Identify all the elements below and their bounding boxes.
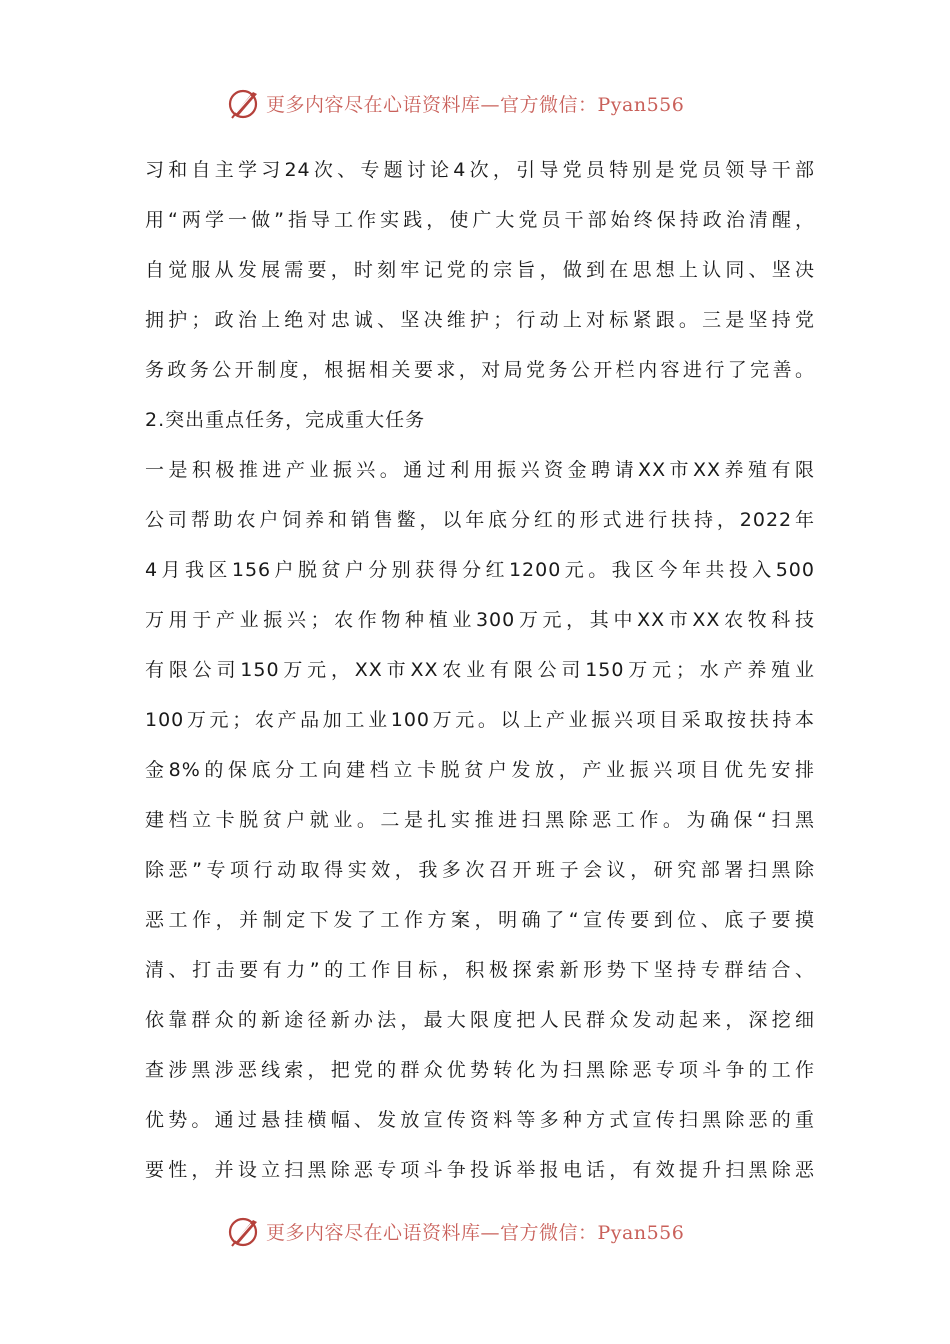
quill-pen-logo-icon bbox=[226, 85, 262, 121]
quill-pen-logo-icon bbox=[226, 1213, 262, 1249]
body-line: 4月我区156户脱贫户分别获得分红1200元。我区今年共投入500 bbox=[145, 559, 815, 581]
body-line: 100万元；农产品加工业100万元。以上产业振兴项目采取按扶持本 bbox=[145, 709, 815, 731]
footer-watermark-text: 更多内容尽在心语资料库—官方微信：Pyan556 bbox=[266, 1221, 685, 1244]
body-line: 一是积极推进产业振兴。通过利用振兴资金聘请XX市XX养殖有限 bbox=[145, 459, 815, 481]
body-line: 习和自主学习24次、专题讨论4次，引导党员特别是党员领导干部 bbox=[145, 159, 815, 181]
body-line: 务政务公开制度，根据相关要求，对局党务公开栏内容进行了完善。 bbox=[145, 359, 815, 381]
body-line: 自觉服从发展需要，时刻牢记党的宗旨，做到在思想上认同、坚决 bbox=[145, 259, 815, 281]
body-line: 有限公司150万元，XX市XX农业有限公司150万元；水产养殖业 bbox=[145, 659, 815, 681]
body-line: 金8%的保底分工向建档立卡脱贫户发放，产业振兴项目优先安排 bbox=[145, 759, 815, 781]
footer-watermark-banner bbox=[226, 1211, 726, 1251]
header-watermark-banner bbox=[226, 83, 726, 123]
body-line: 用“两学一做”指导工作实践，使广大党员干部始终保持政治清醒， bbox=[145, 209, 815, 231]
body-line: 恶工作，并制定下发了工作方案，明确了“宣传要到位、底子要摸 bbox=[145, 909, 815, 931]
body-line: 优势。通过悬挂横幅、发放宣传资料等多种方式宣传扫黑除恶的重 bbox=[145, 1109, 815, 1131]
section-heading: 2.突出重点任务，完成重大任务 bbox=[145, 409, 426, 431]
header-watermark-text: 更多内容尽在心语资料库—官方微信：Pyan556 bbox=[266, 93, 685, 116]
body-line: 清、打击要有力”的工作目标，积极探索新形势下坚持专群结合、 bbox=[145, 959, 815, 981]
body-line: 除恶”专项行动取得实效，我多次召开班子会议，研究部署扫黑除 bbox=[145, 859, 815, 881]
body-line: 拥护；政治上绝对忠诚、坚决维护；行动上对标紧跟。三是坚持党 bbox=[145, 309, 815, 331]
body-line: 公司帮助农户饲养和销售鳖，以年底分红的形式进行扶持，2022年 bbox=[145, 509, 815, 531]
body-line: 查涉黑涉恶线索，把党的群众优势转化为扫黑除恶专项斗争的工作 bbox=[145, 1059, 815, 1081]
body-line: 要性，并设立扫黑除恶专项斗争投诉举报电话，有效提升扫黑除恶 bbox=[145, 1159, 815, 1181]
body-line: 万用于产业振兴；农作物种植业300万元，其中XX市XX农牧科技 bbox=[145, 609, 815, 631]
body-line: 依靠群众的新途径新办法，最大限度把人民群众发动起来，深挖细 bbox=[145, 1009, 815, 1031]
body-line: 建档立卡脱贫户就业。二是扎实推进扫黑除恶工作。为确保“扫黑 bbox=[145, 809, 815, 831]
document-body bbox=[145, 145, 815, 1195]
